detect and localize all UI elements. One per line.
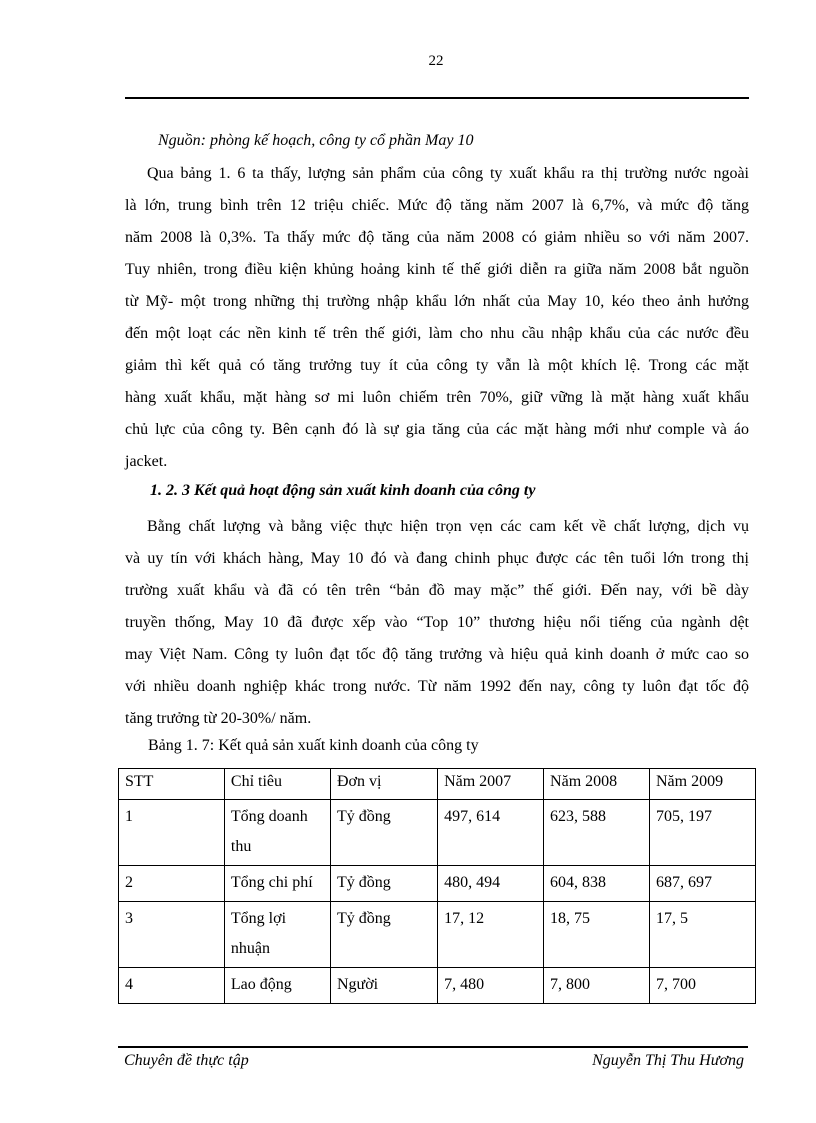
table-row [119,902,756,968]
table-cell: 480, 494 [438,866,544,902]
results-table [118,768,756,1004]
table-cell: Lao động [224,968,330,1004]
table-cell: 7, 700 [649,968,755,1004]
paragraph-line: với nhiều doanh nghiệp khác trong nước. Từ năm 1992 đến nay, công ty luôn đạt tốc độ [125,678,749,695]
table-cell: 7, 800 [544,968,650,1004]
page-number: 22 [428,53,444,69]
table-row [119,800,756,866]
table-cell: 4 [119,968,225,1004]
table-cell: 1 [119,800,225,866]
header-cell: Chỉ tiêu [224,769,330,800]
header-rule [125,97,749,99]
table-cell: 2 [119,866,225,902]
table-cell: 17, 5 [649,902,755,968]
paragraph-line: Qua bảng 1. 6 ta thấy, lượng sản phẩm của công ty xuất khẩu ra thị trường nước ngoài [147,165,749,182]
table-cell: 18, 75 [544,902,650,968]
paragraph-line: năm 2008 là 0,3%. Ta thấy mức độ tăng của năm 2008 có giảm nhiều so với năm 2007. [125,229,749,246]
section-heading: 1. 2. 3 Kết quả hoạt động sản xuất kinh doanh của công ty [150,482,536,499]
table-cell: 17, 12 [438,902,544,968]
table-cell: Tỷ đồng [330,902,437,968]
table-cell: Tổng lợi nhuận [224,902,330,968]
table-caption: Bảng 1. 7: Kết quả sản xuất kinh doanh của công ty [148,737,479,754]
paragraph-line: truyền thống, May 10 đã được xếp vào “Top 10” thương hiệu nổi tiếng của ngành dệt [125,614,749,631]
header-cell: STT [119,769,225,800]
paragraph-line: jacket. [125,453,168,470]
paragraph-line: hàng xuất khẩu, mặt hàng sơ mi luôn chiếm trên 70%, giữ vững là mặt hàng xuất khẩu [125,389,749,406]
footer-rule [118,1046,748,1048]
source-note: Nguồn: phòng kế hoạch, công ty cổ phần May 10 [158,132,474,149]
paragraph-line: là lớn, trung bình trên 12 triệu chiếc. Mức độ tăng năm 2007 là 6,7%, và mức độ tăng [125,197,749,214]
table-cell: 497, 614 [438,800,544,866]
table-row [119,968,756,1004]
paragraph-line: may Việt Nam. Công ty luôn đạt tốc độ tăng trưởng và hiệu quả kinh doanh ở mức cao so [125,646,749,663]
paragraph-line: Bằng chất lượng và bằng việc thực hiện trọn vẹn các cam kết về chất lượng, dịch vụ [147,518,749,535]
table-cell: Người [330,968,437,1004]
paragraph-line: và uy tín với khách hàng, May 10 đó và đang chinh phục được các tên tuổi lớn trong thị [125,550,749,567]
paragraph-line: tăng trưởng từ 20-30%/ năm. [125,710,312,727]
table-row [119,866,756,902]
table-cell: 623, 588 [544,800,650,866]
paragraph-1 [125,158,749,478]
table-cell: 7, 480 [438,968,544,1004]
table-cell: Tỷ đồng [330,866,437,902]
table-cell: 604, 838 [544,866,650,902]
table-cell: Tổng doanh thu [224,800,330,866]
paragraph-line: giảm thì kết quả có tăng trưởng tuy ít của công ty vẫn là một khích lệ. Trong các mặt [125,357,749,374]
table-header-row [119,769,756,800]
table-cell: Tổng chi phí [224,866,330,902]
footer-right-text: Nguyễn Thị Thu Hương [592,1052,744,1069]
paragraph-line: trường xuất khẩu và đã có tên trên “bản đồ may mặc” thế giới. Đến nay, với bề dày [125,582,749,599]
header-cell: Năm 2008 [544,769,650,800]
header-cell: Năm 2009 [649,769,755,800]
table-cell: Tỷ đồng [330,800,437,866]
paragraph-line: Tuy nhiên, trong điều kiện khủng hoảng kinh tế thế giới diễn ra giữa năm 2008 bắt nguồn [125,261,749,278]
table-cell: 705, 197 [649,800,755,866]
table-cell: 687, 697 [649,866,755,902]
header-cell: Đơn vị [330,769,437,800]
table-cell: 3 [119,902,225,968]
paragraph-line: từ Mỹ- một trong những thị trường nhập khẩu lớn nhất của May 10, kéo theo ảnh hưởng [125,293,749,310]
footer-left-text: Chuyên đề thực tập [124,1052,249,1069]
paragraph-line: đến một loạt các nền kinh tế trên thế giới, làm cho nhu cầu nhập khẩu của các nước đều [125,325,749,342]
paragraph-2 [125,511,749,735]
header-cell: Năm 2007 [438,769,544,800]
paragraph-line: chủ lực của công ty. Bên cạnh đó là sự gia tăng của các mặt hàng mới như comple và áo [125,421,749,438]
